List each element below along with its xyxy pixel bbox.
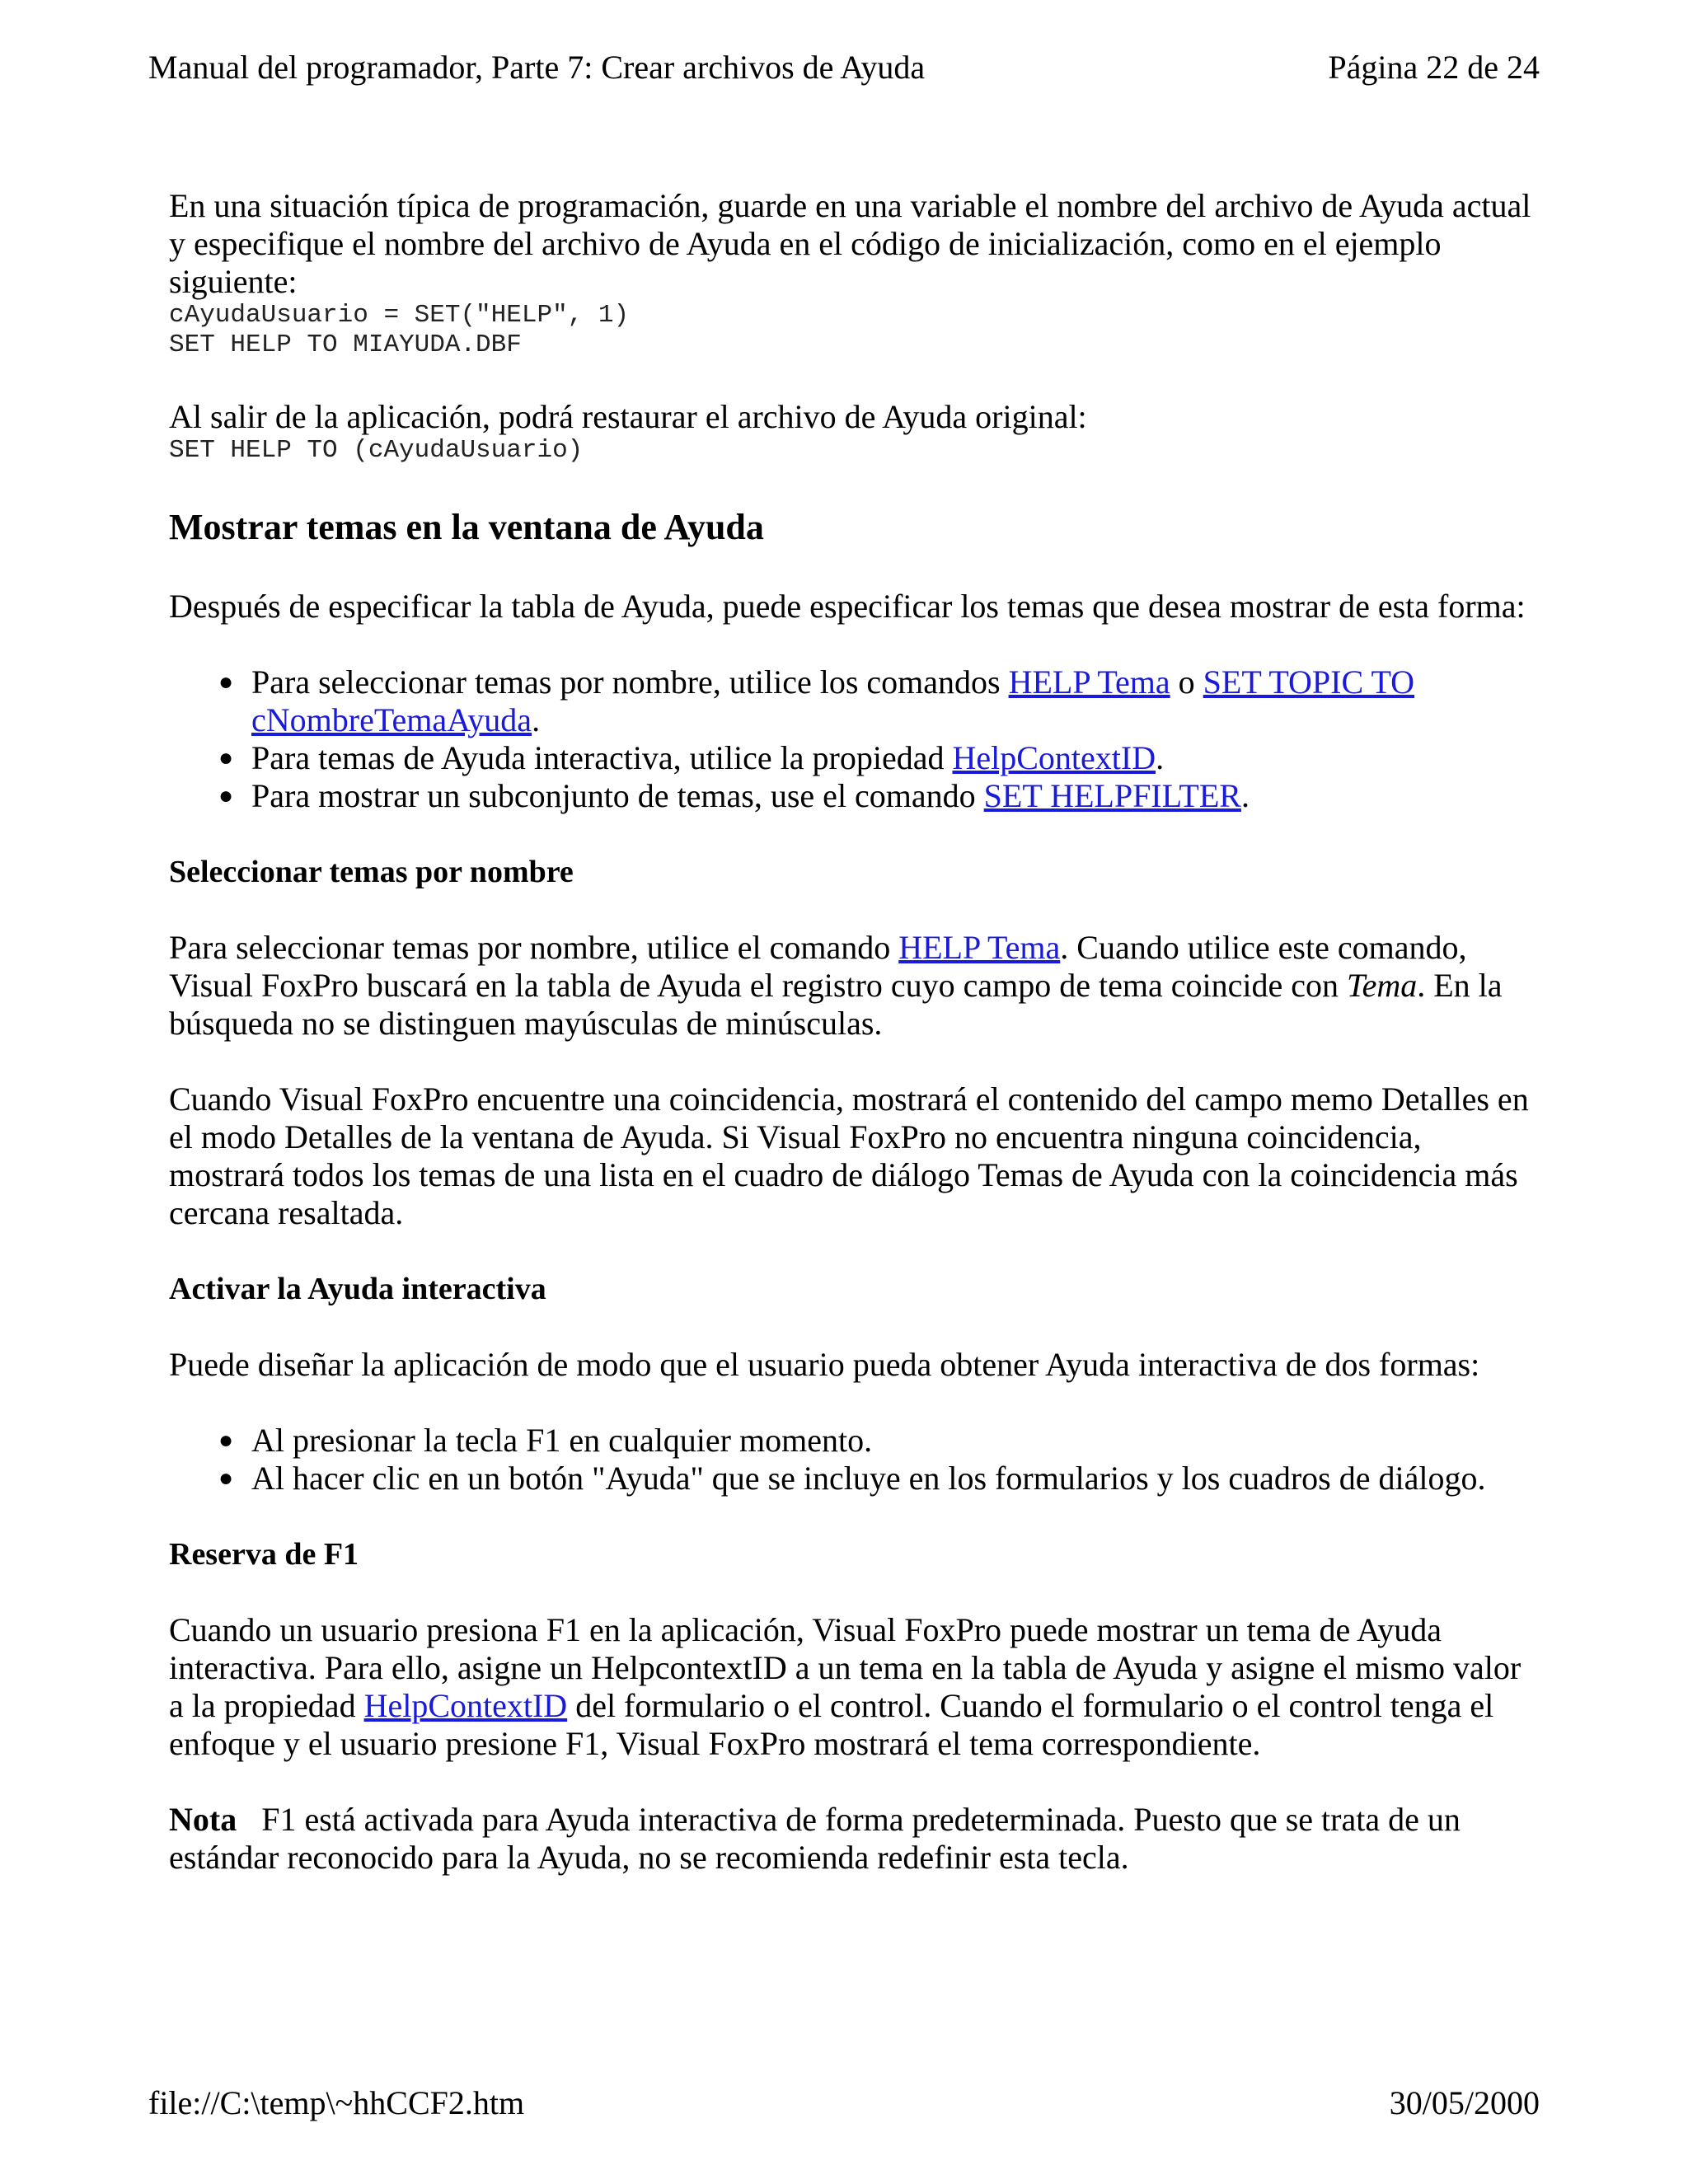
link-helpcontextid[interactable]: HelpContextID [952, 739, 1156, 776]
list-item-text: Para seleccionar temas por nombre, utilice los comandos [251, 663, 1009, 701]
list-item-text: . [1156, 739, 1165, 776]
list-item-text: Al hacer clic en un botón "Ayuda" que se incluye en los formularios y los cuadros de diálogo. [251, 1460, 1486, 1497]
heading-seleccionar-temas: Seleccionar temas por nombre [169, 855, 574, 889]
document-title: Manual del programador, Parte 7: Crear archivos de Ayuda [148, 49, 926, 86]
activar-bullet-list [169, 1422, 1537, 1497]
code-block-restore-help: SET HELP TO (cAyudaUsuario) [169, 436, 584, 465]
reserva-paragraph [169, 1611, 1537, 1763]
link-help-tema-inline[interactable]: HELP Tema [898, 929, 1061, 966]
emphasis-tema: Tema [1347, 967, 1418, 1004]
link-set-helpfilter[interactable]: SET HELPFILTER [983, 777, 1241, 814]
list-item-text: Para temas de Ayuda interactiva, utilice la propiedad [251, 739, 953, 776]
paragraph-text: Cuando un usuario presiona F1 en la aplicación, Visual FoxPro puede mostrar un tema de Ayuda interactiva. Para ello, asigne un HelpcontextID a un tema en la tabla de Ayuda y asigne el mismo valor a la propiedad [169, 1611, 1522, 1724]
link-help-tema[interactable]: HELP Tema [1008, 663, 1170, 701]
list-item-text: o [1170, 663, 1203, 701]
print-date: 30/05/2000 [1389, 2084, 1540, 2121]
activar-paragraph: Puede diseñar la aplicación de modo que el usuario pueda obtener Ayuda interactiva de dos formas: [169, 1346, 1480, 1383]
mostrar-bullet-list [169, 663, 1537, 815]
nota-paragraph [169, 1801, 1537, 1877]
intro-paragraph: En una situación típica de programación, guarde en una variable el nombre del archivo de Ayuda actual y especifique el nombre del archivo de Ayuda en el código de inicialización, como en el ejemplo siguiente: [169, 187, 1531, 300]
paragraph-text: . En la búsqueda no se distinguen mayúsculas de minúsculas. [169, 967, 1503, 1042]
nota-text: F1 está activada para Ayuda interactiva de forma predeterminada. Puesto que se trata de un estándar reconocido para la Ayuda, no se recomienda redefinir esta tecla. [169, 1801, 1469, 1876]
document-body [169, 187, 1537, 1877]
bullet-icon: ● [218, 668, 234, 696]
list-item-text: . [1240, 777, 1250, 814]
bullet-icon: ● [218, 744, 234, 771]
list-item-text: Para mostrar un subconjunto de temas, use el comando [251, 777, 984, 814]
restore-paragraph: Al salir de la aplicación, podrá restaurar el archivo de Ayuda original: [169, 398, 1087, 435]
page-number: Página 22 de 24 [1328, 49, 1540, 86]
paragraph-text: . Cuando utilice este comando, Visual FoxPro buscará en la tabla de Ayuda el registro cuyo campo de tema coincide con [169, 929, 1467, 1004]
nota-label: Nota [169, 1801, 237, 1838]
code-block-set-help: cAyudaUsuario = SET("HELP", 1) SET HELP TO MIAYUDA.DBF [169, 301, 630, 359]
list-item-text: . [532, 701, 541, 738]
heading-activar-ayuda: Activar la Ayuda interactiva [169, 1272, 546, 1306]
list-item [218, 663, 1537, 739]
list-item [218, 777, 1537, 815]
link-helpcontextid-inline[interactable]: HelpContextID [363, 1687, 568, 1724]
coincidencia-paragraph: Cuando Visual FoxPro encuentre una coincidencia, mostrará el contenido del campo memo Detalles en el modo Detalles de la ventana de Ayuda. Si Visual FoxPro no encuentra ninguna coincidencia, mostrará todos los temas de una lista en el cuadro de diálogo Temas de Ayuda con la coincidencia más cercana resaltada. [169, 1080, 1529, 1231]
page-footer [148, 2083, 1540, 2123]
file-path: file://C:\temp\~hhCCF2.htm [148, 2084, 525, 2121]
list-item [218, 1460, 1537, 1497]
heading-mostrar-temas: Mostrar temas en la ventana de Ayuda [169, 507, 764, 547]
bullet-icon: ● [218, 782, 234, 809]
heading-reserva-f1: Reserva de F1 [169, 1537, 359, 1572]
list-item [218, 1422, 1537, 1460]
mostrar-paragraph: Después de especificar la tabla de Ayuda, puede especificar los temas que desea mostrar de esta forma: [169, 588, 1526, 625]
paragraph-text: del formulario o el control. Cuando el formulario o el control tenga el enfoque y el usuario presione F1, Visual FoxPro mostrará el tema correspondiente. [169, 1687, 1494, 1762]
bullet-icon: ● [218, 1465, 234, 1492]
paragraph-text: Para seleccionar temas por nombre, utilice el comando [169, 929, 899, 966]
bullet-icon: ● [218, 1427, 234, 1454]
page-header [148, 48, 1540, 87]
link-set-topic-to[interactable]: SET TOPIC TO cNombreTemaAyuda [251, 663, 1415, 738]
list-item-text: Al presionar la tecla F1 en cualquier momento. [251, 1422, 873, 1459]
seleccionar-paragraph [169, 929, 1537, 1043]
list-item [218, 739, 1537, 777]
